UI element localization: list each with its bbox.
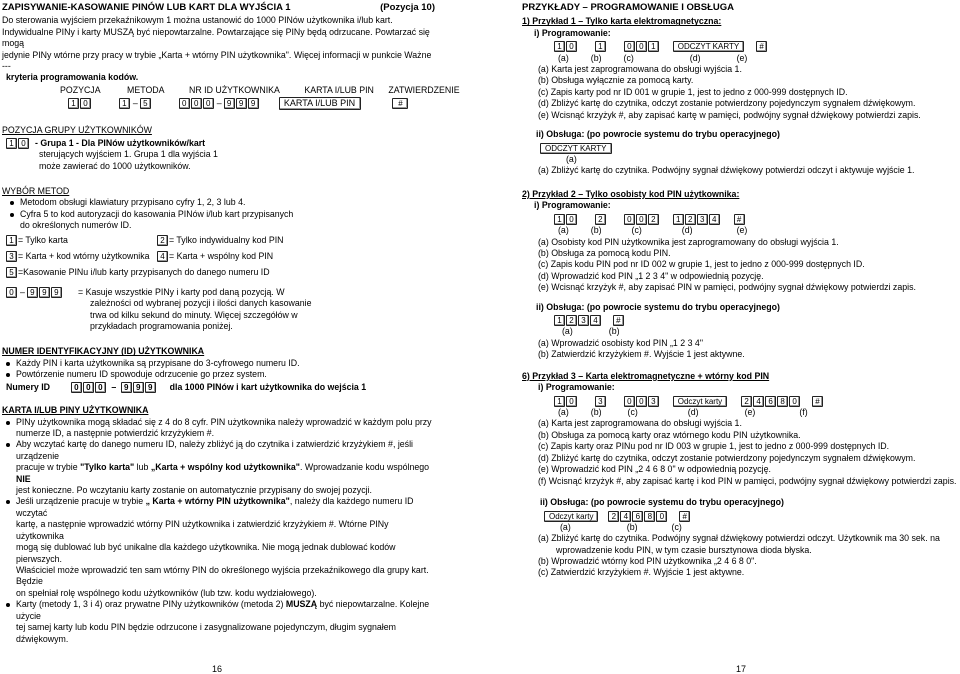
col-label-card-pin: KARTA I/LUB PIN: [304, 84, 374, 95]
key-1: 1: [68, 98, 79, 109]
key-2: 2: [685, 214, 696, 225]
command-sequence: [68, 97, 435, 110]
example-2-title: 2) Przykład 2 – Tylko osobisty kod PIN użytkownika:: [522, 188, 740, 199]
method-options: [2, 235, 435, 287]
key-0: 0: [191, 98, 202, 109]
key-2: 2: [741, 396, 752, 407]
col-label-user-id: NR ID UŻYTKOWNIKA: [188, 84, 280, 95]
delete-all-text-3: trwa od kilku sekund do minuty. Więcej szczegółów w: [90, 309, 298, 320]
example-3-title: 6) Przykład 3 – Karta elektromagnetyczne + wtórny kod PIN: [522, 370, 770, 381]
key-2: 2: [648, 214, 659, 225]
group-text-1: - Grupa 1 - Dla PINów użytkowników/kart: [35, 137, 206, 148]
method-section-title: WYBÓR METOD: [2, 185, 70, 196]
example-1-sequence: [522, 41, 958, 52]
key-9: 9: [248, 98, 259, 109]
key-0: 0: [80, 98, 91, 109]
ex3-f: (f) Wcisnąć krzyżyk #, aby zapisać kartę i kod PIN w pamięci, podwójny sygnał dźwiękowy potwierdzi zapis.: [538, 475, 957, 486]
key-0: 0: [6, 287, 17, 298]
key-2: 2: [595, 214, 606, 225]
key-3: 3: [648, 396, 659, 407]
dash-separator: –: [216, 98, 222, 109]
id-range-text: dla 1000 PINów i kart użytkownika do wejścia 1: [169, 381, 367, 392]
key-0: 0: [71, 382, 82, 393]
ex1-operation-title: ii) Obsługa: (po powrocie systemu do trybu operacyjnego): [536, 129, 780, 140]
ex3-d: (d) Zbliżyć kartę do czytnika, odczyt zostanie potwierdzony pojedynczym sygnałem dźwiękowym.: [538, 452, 916, 463]
id-range-label: Numery ID: [6, 381, 50, 392]
key-1: 1: [6, 138, 17, 149]
position-tag: (Pozycja 10): [380, 2, 435, 13]
group-block: [2, 138, 435, 172]
id-bullet-2: Powtórzenie numeru ID spowoduje odrzucenie go przez system.: [6, 369, 435, 380]
key-0: 0: [18, 138, 29, 149]
key-0: 0: [624, 41, 635, 52]
key-6: 6: [765, 396, 776, 407]
key-1: 1: [554, 41, 565, 52]
left-title: ZAPISYWANIE-KASOWANIE PINÓW LUB KART DLA WYJŚCIA 1: [2, 2, 291, 13]
ex3-op-label-c: (c): [671, 521, 682, 532]
ex2-op-b: (b) Zatwierdzić krzyżykiem #. Wyjście 1 jest aktywne.: [538, 349, 745, 360]
group-text-2: sterujących wyjściem 1. Grupa 1 dla wyjścia 1: [39, 149, 218, 160]
ex3-b: (b) Obsługa za pomocą karty oraz wtórnego kodu PIN użytkownika.: [538, 429, 801, 440]
key-0: 0: [624, 396, 635, 407]
delete-all-text-2: zależności od wybranej pozycji i ilości danych kasowanie: [90, 298, 312, 309]
key-5: 5: [6, 267, 17, 278]
key-2: 2: [566, 315, 577, 326]
ex3-op-label-a: (a): [560, 521, 571, 532]
card-read-box: ODCZYT KARTY: [540, 143, 612, 154]
key-8: 8: [777, 396, 788, 407]
hash-key: #: [812, 396, 823, 407]
pin-section-title: KARTA I/LUB PINY UŻYTKOWNIKA: [2, 405, 149, 416]
col-label-confirm: ZATWIERDZENIE: [388, 84, 460, 95]
pin-bullet-1: PINy użytkownika mogą składać się z 4 do 8 cyfr. PIN użytkownika należy wprowadzić w każdym polu przy numerze ID, a następnie potwierdzić krzyżykiem #.: [6, 417, 435, 440]
dash-separator: –: [111, 381, 117, 392]
key-0: 0: [636, 396, 647, 407]
key-1: 1: [554, 396, 565, 407]
key-0: 0: [636, 41, 647, 52]
method-1-text: = Tylko karta: [18, 234, 68, 245]
key-0: 0: [636, 214, 647, 225]
example-1-labels: (a) (b) (c) (d) (e): [558, 52, 748, 63]
ex2-op-label-b: (b): [608, 326, 620, 337]
hash-key: #: [613, 315, 624, 326]
ex2-op-a: (a) Wprowadzić osobisty kod PIN „1 2 3 4": [538, 337, 703, 348]
ex1-d: (d) Zbliżyć kartę do czytnika, odczyt zostanie potwierdzony pojedynczym sygnałem dźwiękowym.: [538, 98, 916, 109]
key-1: 1: [554, 214, 565, 225]
key-4: 4: [590, 315, 601, 326]
ex1-b: (b) Obsługa wyłącznie za pomocą karty.: [538, 75, 694, 86]
left-header: [2, 2, 435, 14]
ex3-e: (e) Wprowadzić kod PIN „2 4 6 8 0" w odpowiednią pozycję.: [538, 464, 771, 475]
key-9: 9: [51, 287, 62, 298]
key-9: 9: [133, 382, 144, 393]
ex2-e: (e) Wcisnąć krzyżyk #, aby zapisać PIN w pamięci, podwójny sygnał dźwiękowy potwierdzi zapis.: [538, 282, 916, 293]
example-3-prog: i) Programowanie:: [538, 382, 615, 393]
key-0: 0: [624, 214, 635, 225]
ex3-c: (c) Zapis karty oraz PINu pod nr ID 003 w grupie 1, jest to jedno z 000-999 dostępnych ID.: [538, 441, 890, 452]
ex2-b: (b) Obsługa za pomocą kodu PIN.: [538, 247, 671, 258]
hash-key: #: [679, 511, 690, 522]
example-2-labels: (a) (b) (c) (d) (e): [558, 225, 748, 236]
hash-key: #: [756, 41, 767, 52]
key-4: 4: [620, 511, 631, 522]
id-bullet-1: Każdy PIN i karta użytkownika są przypisane do 3-cyfrowego numeru ID.: [6, 358, 435, 369]
intro-line-3: jedynie PINy wtórne przy pracy w trybie „Karta + wtórny PIN użytkownika". Więcej informacji w punkcie Ważne ---: [2, 49, 432, 72]
ex2-d: (d) Wprowadzić kod PIN „1 2 3 4" w odpowiednią pozycję.: [538, 270, 764, 281]
ex3-op-label-b: (b): [626, 521, 638, 532]
intro-line-1: Do sterowania wyjściem przekaźnikowym 1 można ustanowić do 1000 PINów użytkownika i/lub kart.: [2, 15, 393, 26]
method-bullet-1: Metodom obsługi klawiatury przypisano cyfry 1, 2, 3 lub 4.: [10, 197, 435, 208]
card-pin-box: KARTA I/LUB PIN: [279, 97, 361, 110]
key-4: 4: [753, 396, 764, 407]
card-read-box: ODCZYT KARTY: [673, 41, 745, 52]
key-0: 0: [656, 511, 667, 522]
method-bullet-2: Cyfra 5 to kod autoryzacji do kasowania PINów i/lub kart przypisanych do określonych numerów ID.: [10, 209, 435, 232]
page-number-right: 17: [736, 664, 747, 674]
key-1: 1: [554, 315, 565, 326]
ex3-a: (a) Karta jest zaprogramowana do obsługi wyjścia 1.: [538, 418, 742, 429]
key-0: 0: [95, 382, 106, 393]
group-section-title: POZYCJA GRUPY UŻYTKOWNIKÓW: [2, 125, 152, 136]
example-3-labels: (a) (b) (c) (d) (e) (f): [558, 407, 808, 417]
ex3-op-a2: wprowadzenie kodu PIN, w tym czasie bursztynowa dioda błyska.: [556, 544, 812, 555]
ex1-e: (e) Wcisnąć krzyżyk #, aby zapisać kartę w pamięci, podwójny sygnał dźwiękowy potwierdzi zapis.: [538, 109, 921, 120]
key-2: 2: [157, 235, 168, 246]
ex2-op-label-a: (a): [562, 326, 573, 337]
column-labels: [60, 84, 460, 96]
page-number-left: 16: [212, 664, 223, 674]
key-3: 3: [6, 251, 17, 262]
ex3-op-a1: (a) Zbliżyć kartę do czytnika. Podwójny sygnał dźwiękowy potwierdzi odczyt. Użytkownik ma 30 sek. na: [538, 533, 940, 544]
key-1: 1: [595, 41, 606, 52]
example-1-title: 1) Przykład 1 – Tylko karta elektromagnetyczna:: [522, 16, 722, 27]
ex1-op-label: (a): [566, 153, 577, 164]
id-section-title: NUMER IDENTYFIKACYJNY (ID) UŻYTKOWNIKA: [2, 346, 205, 357]
key-1: 1: [673, 214, 684, 225]
example-3-sequence: [522, 396, 958, 407]
hash-key: #: [392, 98, 408, 109]
pin-bullet-2: Aby wczytać kartę do danego numeru ID, należy zbliżyć ją do czytnika i zatwierdzić krzyżykiem #, jeśli urządzenie pracuje w trybie "Tylko karta" lub „Karta + wspólny kod użytkownika". Wprowadzanie kodu wspólnego NIE jest konieczne. Po wczytaniu karty zostanie on automatycznie przypisany do swojej pozycji.: [6, 439, 435, 496]
key-9: 9: [145, 382, 156, 393]
ex1-a: (a) Karta jest zaprogramowana do obsługi wyjścia 1.: [538, 64, 742, 75]
ex2-c: (c) Zapis kodu PIN pod nr ID 002 w grupie 1, jest to jedno z 000-999 dostępnych ID.: [538, 259, 865, 270]
ex3-op-b: (b) Wprowadzić wtórny kod PIN użytkownika „2 4 6 8 0".: [538, 556, 757, 567]
card-read-box: Odczyt karty: [673, 396, 727, 407]
key-0: 0: [789, 396, 800, 407]
key-4: 4: [709, 214, 720, 225]
dash-separator: –: [132, 98, 138, 109]
col-label-position: POZYCJA: [60, 84, 101, 95]
key-8: 8: [644, 511, 655, 522]
card-read-box: Odczyt karty: [544, 511, 598, 522]
hash-key: #: [734, 214, 745, 225]
key-2: 2: [608, 511, 619, 522]
key-6: 6: [632, 511, 643, 522]
id-range-row: [6, 382, 435, 393]
ex2-a: (a) Osobisty kod PIN użytkownika jest zaprogramowany do obsługi wyjścia 1.: [538, 236, 839, 247]
ex2-operation-title: ii) Obsługa: (po powrocie systemu do trybu operacyjnego): [536, 301, 780, 312]
example-2-sequence: [522, 214, 958, 225]
key-0: 0: [83, 382, 94, 393]
pin-bullet-4: Karty (metody 1, 3 i 4) oraz prywatne PINy użytkowników (metoda 2) MUSZĄ być niepowtarzalne. Kolejne użycie tej samej karty lub kodu PIN będzie odrzucone i zasygnalizowane pojedynczym, długim sygnałem dźwiękowym.: [6, 599, 435, 645]
ex3-op-c: (c) Zatwierdzić krzyżykiem #. Wyjście 1 jest aktywne.: [538, 567, 745, 578]
right-title: PRZYKŁADY – PROGRAMOWANIE I OBSŁUGA: [522, 2, 735, 13]
key-3: 3: [578, 315, 589, 326]
right-page: [522, 2, 958, 579]
key-9: 9: [121, 382, 132, 393]
method-3-text: = Karta + kod wtórny użytkownika: [18, 250, 150, 261]
key-0: 0: [566, 396, 577, 407]
key-1: 1: [119, 98, 130, 109]
method-5-text: =Kasowanie PINu i/lub karty przypisanych do danego numeru ID: [18, 266, 270, 277]
key-9: 9: [224, 98, 235, 109]
key-1: 1: [648, 41, 659, 52]
ex1-op-a: (a) Zbliżyć kartę do czytnika. Podwójny sygnał dźwiękowy potwierdzi odczyt i aktywuje wyjście 1.: [538, 165, 915, 176]
key-3: 3: [697, 214, 708, 225]
key-0: 0: [203, 98, 214, 109]
example-1-prog: i) Programowanie:: [534, 27, 611, 38]
intro-line-4: kryteria programowania kodów.: [6, 72, 139, 83]
intro-line-2: Indywidualne PINy i karty MUSZĄ być niepowtarzalne. Powtarzające się PINy będą odrzucane. Powtarzać się mogą: [2, 26, 430, 49]
method-4-text: = Karta + wspólny kod PIN: [169, 250, 274, 261]
key-9: 9: [236, 98, 247, 109]
ex1-c: (c) Zapis karty pod nr ID 001 w grupie 1, jest to jedno z 000-999 dostępnych ID.: [538, 86, 848, 97]
left-page: [2, 2, 460, 645]
key-3: 3: [595, 396, 606, 407]
group-text-3: może zawierać do 1000 użytkowników.: [39, 160, 191, 171]
pin-bullet-3: Jeśli urządzenie pracuje w trybie „ Karta + wtórny PIN użytkownika", należy dla każdego numeru ID wczytać kartę, a następnie wprowadzić wtórny PIN użytkownika i zatwierdzić krzyżykiem #. Wtórne PINy użytkownika mogą się dublować lub być unikalne dla każdego użytkownika. Nie mogą jednak dublować kodów pierwszych. Właściciel może wprowadzić ten sam wtórny PIN do określonego wyjścia przekaźnikowego dla grupy kart. Będzie on spełniał rolę wspólnego kodu użytkowników (lub tzw. kodu wydziałowego).: [6, 496, 435, 599]
key-9: 9: [39, 287, 50, 298]
key-1: 1: [6, 235, 17, 246]
key-0: 0: [566, 41, 577, 52]
col-label-method: METODA: [127, 84, 165, 95]
delete-all-block: [2, 287, 435, 333]
key-0: 0: [566, 214, 577, 225]
delete-all-text-1: = Kasuje wszystkie PINy i karty pod daną pozycją. W: [78, 286, 285, 297]
example-2-prog: i) Programowanie:: [534, 200, 611, 211]
delete-all-text-4: przykładach programowania poniżej.: [90, 320, 233, 331]
key-4: 4: [157, 251, 168, 262]
dash-separator: –: [20, 286, 25, 297]
method-2-text: = Tylko indywidualny kod PIN: [169, 234, 284, 245]
key-9: 9: [27, 287, 38, 298]
key-0: 0: [179, 98, 190, 109]
ex3-operation-title: ii) Obsługa: (po powrocie systemu do trybu operacyjnego): [540, 496, 784, 507]
key-5: 5: [140, 98, 151, 109]
